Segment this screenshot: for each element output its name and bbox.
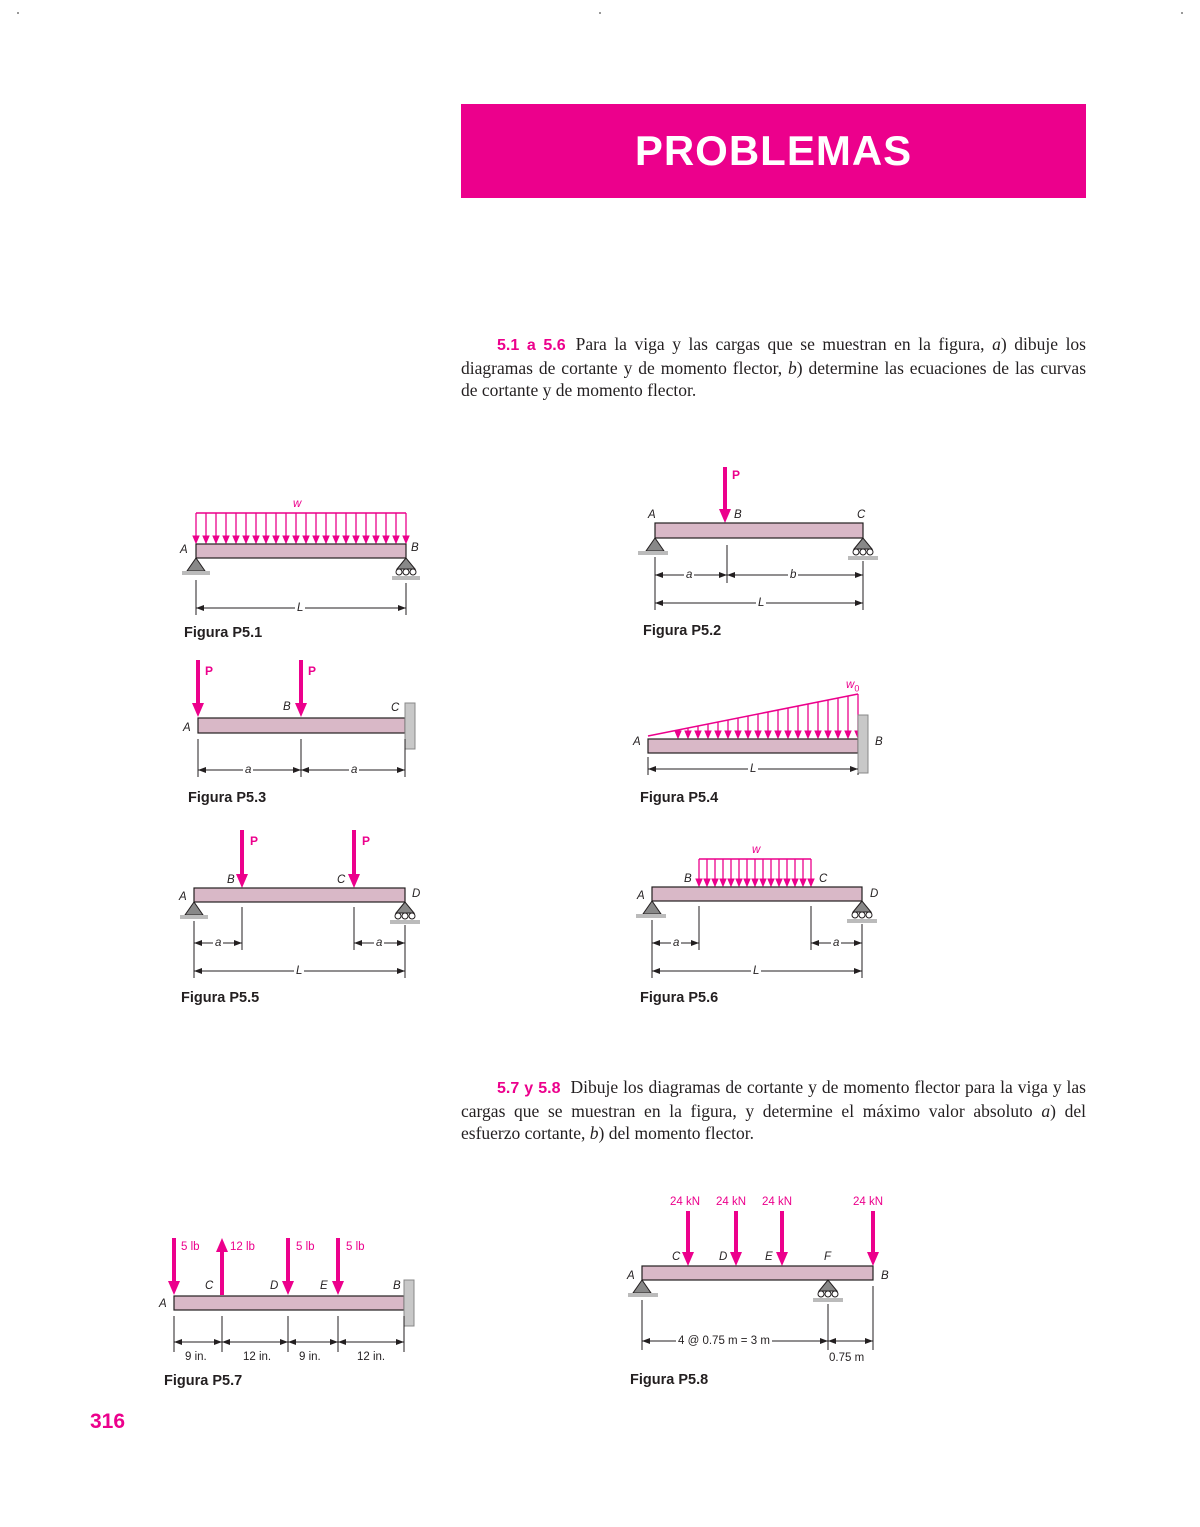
figure-p5-5 <box>170 825 440 1015</box>
corner-mark-center <box>599 12 601 14</box>
length-label: L <box>758 597 765 609</box>
point-b-label: B <box>684 873 692 885</box>
load-arrowhead <box>795 731 801 738</box>
point-a-label: A <box>180 544 188 556</box>
page-number: 316 <box>90 1410 126 1433</box>
load-arrowhead <box>765 731 771 738</box>
length-label: L <box>750 763 757 775</box>
figure-p5-5-drawing <box>170 825 440 1015</box>
load-arrowhead <box>283 536 289 543</box>
dimension-a1-label: a <box>245 764 252 776</box>
load-arrowhead <box>303 536 309 543</box>
point-c-label: C <box>819 873 828 885</box>
load-arrowhead <box>752 879 758 886</box>
load-arrowhead <box>695 731 701 738</box>
problem-number: 5.1 a 5.6 <box>497 337 566 354</box>
point-e-label: E <box>765 1251 773 1263</box>
load-arrowhead <box>784 879 790 886</box>
load-arrowhead <box>720 879 726 886</box>
load-arrowhead <box>845 731 851 738</box>
figure-p5-3 <box>170 655 440 815</box>
figure-caption: Figura P5.5 <box>181 990 260 1006</box>
load-arrowhead <box>835 731 841 738</box>
point-a-label: A <box>648 509 656 521</box>
load-arrowhead <box>825 731 831 738</box>
figure-p5-8-drawing <box>620 1190 910 1395</box>
dimension-1-label: 9 in. <box>185 1351 207 1363</box>
point-c-label: C <box>337 874 346 886</box>
point-c-label: C <box>857 509 866 521</box>
load-4-label: 5 lb <box>346 1241 365 1253</box>
load-arrowhead <box>233 536 239 543</box>
force-p2-label: P <box>362 834 371 848</box>
point-a-label: A <box>179 891 187 903</box>
load-arrowhead <box>243 536 249 543</box>
load-arrowhead <box>253 536 259 543</box>
point-e-label: E <box>320 1280 328 1292</box>
figure-p5-2 <box>630 465 890 645</box>
load-arrowhead <box>704 879 710 886</box>
point-b-label: B <box>734 509 742 521</box>
figure-caption: Figura P5.6 <box>640 990 719 1006</box>
point-a-label: A <box>637 890 645 902</box>
load-arrowhead <box>313 536 319 543</box>
distributed-load-label: w <box>752 844 761 856</box>
point-b-label: B <box>227 874 235 886</box>
load-arrowhead <box>403 536 409 543</box>
point-d-label: D <box>719 1251 728 1263</box>
load-arrowhead <box>760 879 766 886</box>
dimension-span-label: 4 @ 0.75 m = 3 m <box>678 1335 770 1347</box>
load-arrowhead <box>785 731 791 738</box>
point-a-label: A <box>183 722 191 734</box>
load-arrowhead <box>273 536 279 543</box>
load-2-label: 24 kN <box>716 1196 747 1208</box>
load-arrowhead <box>755 731 761 738</box>
dimension-3-label: 9 in. <box>299 1351 321 1363</box>
figure-p5-2-drawing <box>630 465 890 645</box>
figure-p5-1-drawing <box>170 495 430 645</box>
dimension-a2-label: a <box>376 937 383 949</box>
load-arrowhead <box>715 731 721 738</box>
load-arrowhead <box>792 879 798 886</box>
dimension-a-label: a <box>686 569 693 581</box>
load-arrowhead <box>675 731 681 738</box>
figure-p5-6 <box>630 840 900 1015</box>
force-p-label: P <box>732 468 741 482</box>
load-arrowhead <box>353 536 359 543</box>
section-title: PROBLEMAS <box>634 127 913 174</box>
dimension-4-label: 12 in. <box>357 1351 386 1363</box>
load-arrowhead <box>736 879 742 886</box>
point-c-label: C <box>391 702 400 714</box>
load-arrowhead <box>383 536 389 543</box>
load-arrowhead <box>735 731 741 738</box>
figure-caption: Figura P5.8 <box>630 1372 709 1388</box>
load-arrowhead <box>776 879 782 886</box>
figure-caption: Figura P5.7 <box>164 1373 243 1389</box>
load-arrowhead <box>373 536 379 543</box>
figure-p5-4 <box>630 675 900 815</box>
dimension-a2-label: a <box>833 937 840 949</box>
point-b-label: B <box>283 701 291 713</box>
point-b-label: B <box>411 542 419 554</box>
load-3-label: 5 lb <box>296 1241 315 1253</box>
section-banner <box>461 104 1086 198</box>
load-arrowhead <box>323 536 329 543</box>
load-arrowhead <box>725 731 731 738</box>
length-label: L <box>297 602 304 614</box>
point-c-label: C <box>672 1251 681 1263</box>
figure-p5-7-drawing <box>155 1230 440 1395</box>
load-arrowhead <box>815 731 821 738</box>
problem-statement-5-1: 5.1 a 5.6 Para la viga y las cargas que se muestran en la figura, a) dibuje los diagramas de cortante y de momento flector, b) determine las ecuaciones de las curvas de cortante y de momento flector. <box>461 334 1086 400</box>
figure-caption: Figura P5.3 <box>188 790 267 806</box>
figure-caption: Figura P5.2 <box>643 623 722 639</box>
force-p1-label: P <box>205 664 214 678</box>
corner-mark-right <box>1181 12 1183 14</box>
point-c-label: C <box>205 1280 214 1292</box>
point-a-label: A <box>633 736 641 748</box>
load-arrowhead <box>293 536 299 543</box>
figure-p5-8 <box>620 1190 910 1395</box>
problem-number: 5.7 y 5.8 <box>497 1080 561 1097</box>
figure-p5-1 <box>170 495 430 645</box>
load-arrowhead <box>343 536 349 543</box>
load-arrowhead <box>213 536 219 543</box>
load-3-label: 24 kN <box>762 1196 793 1208</box>
load-1-label: 5 lb <box>181 1241 200 1253</box>
load-arrowhead <box>705 731 711 738</box>
load-2-label: 12 lb <box>230 1241 255 1253</box>
figure-p5-7 <box>155 1230 440 1395</box>
length-label: L <box>296 965 303 977</box>
load-arrowhead <box>712 879 718 886</box>
figure-caption: Figura P5.1 <box>184 625 263 641</box>
point-f-label: F <box>824 1251 832 1263</box>
load-arrowhead <box>805 731 811 738</box>
dimension-a2-label: a <box>351 764 358 776</box>
load-arrowhead <box>696 879 702 886</box>
point-b-label: B <box>875 736 883 748</box>
load-4-label: 24 kN <box>853 1196 884 1208</box>
figure-caption: Figura P5.4 <box>640 790 719 806</box>
max-distributed-load-label: $w_0$ <box>846 679 860 694</box>
load-arrowhead <box>363 536 369 543</box>
load-1-label: 24 kN <box>670 1196 701 1208</box>
point-d-label: D <box>412 888 421 900</box>
corner-mark-left <box>17 12 19 14</box>
distributed-load-label: w <box>293 498 302 510</box>
point-a-label: A <box>159 1298 167 1310</box>
point-d-label: D <box>270 1280 279 1292</box>
load-arrowhead <box>768 879 774 886</box>
figure-p5-6-drawing <box>630 840 900 1015</box>
load-arrowhead <box>685 731 691 738</box>
load-arrowhead <box>333 536 339 543</box>
load-arrowhead <box>728 879 734 886</box>
point-b-label: B <box>393 1280 401 1292</box>
load-arrowhead <box>193 536 199 543</box>
problem-statement-5-7: 5.7 y 5.8 Dibuje los diagramas de cortante y de momento flector para la viga y las cargas que se muestran en la figura, y determine el máximo valor absoluto a) del esfuerzo cortante, b) del momento flector. <box>461 1077 1086 1143</box>
load-arrowhead <box>203 536 209 543</box>
load-arrowhead <box>223 536 229 543</box>
force-p2-label: P <box>308 664 317 678</box>
dimension-2-label: 12 in. <box>243 1351 272 1363</box>
dimension-overhang-label: 0.75 m <box>829 1352 865 1364</box>
point-b-label: B <box>881 1270 889 1282</box>
load-arrowhead <box>263 536 269 543</box>
force-p1-label: P <box>250 834 259 848</box>
dimension-a1-label: a <box>673 937 680 949</box>
point-d-label: D <box>870 888 879 900</box>
dimension-b-label: b <box>790 569 797 581</box>
point-a-label: A <box>627 1270 635 1282</box>
load-arrowhead <box>775 731 781 738</box>
load-arrowhead <box>393 536 399 543</box>
load-arrowhead <box>744 879 750 886</box>
load-arrowhead <box>800 879 806 886</box>
load-arrowhead <box>808 879 814 886</box>
load-arrowhead <box>745 731 751 738</box>
length-label: L <box>753 965 760 977</box>
dimension-a1-label: a <box>215 937 222 949</box>
